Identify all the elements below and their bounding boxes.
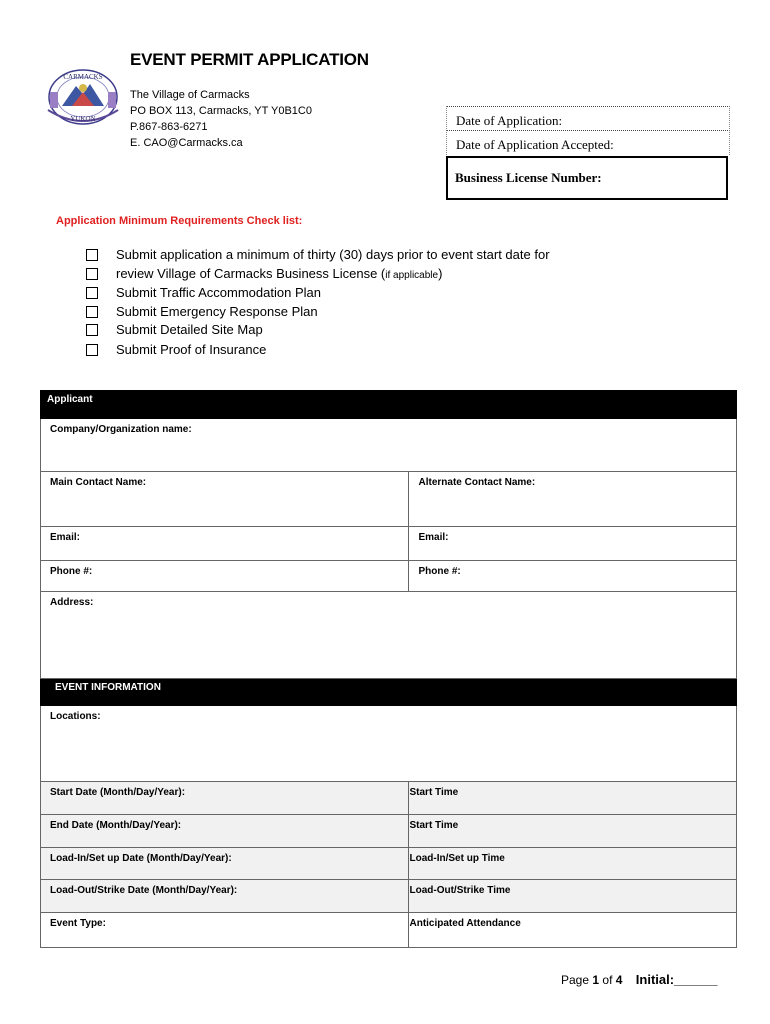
end-date-field[interactable]: End Date (Month/Day/Year):	[41, 815, 409, 848]
checklist-item	[86, 285, 526, 304]
start-time-field[interactable]: Start Time	[409, 782, 737, 815]
checkbox[interactable]	[86, 268, 98, 280]
checklist-item	[86, 247, 550, 266]
address-line: The Village of Carmacks	[130, 89, 250, 101]
email-field-left[interactable]: Email:	[41, 527, 409, 561]
date-of-application-label: Date of Application:	[456, 113, 563, 128]
checkbox[interactable]	[86, 324, 98, 336]
checkbox[interactable]	[86, 287, 98, 299]
attendance-field[interactable]: Anticipated Attendance	[409, 913, 737, 948]
address-line: E. CAO@Carmacks.ca	[130, 137, 243, 149]
checklist-text: Submit Detailed Site Map	[116, 322, 263, 337]
phone-field-right[interactable]: Phone #:	[409, 561, 737, 592]
address-line: PO BOX 113, Carmacks, YT Y0B1C0	[130, 105, 312, 117]
date-of-application-field[interactable]	[446, 106, 730, 131]
business-license-field[interactable]	[446, 156, 728, 200]
checkbox[interactable]	[86, 306, 98, 318]
page-number: 1	[592, 973, 600, 987]
requirements-title: Application Minimum Requirements Check list:	[56, 215, 303, 227]
alternate-contact-field[interactable]: Alternate Contact Name:	[409, 472, 737, 527]
applicant-section-header: Applicant	[41, 391, 737, 419]
logo-text-bottom: YUKON	[70, 115, 96, 123]
of-word: of	[602, 973, 613, 987]
village-logo	[44, 66, 122, 128]
checklist-item	[86, 304, 526, 323]
start-date-field[interactable]: Start Date (Month/Day/Year):	[41, 782, 409, 815]
loadin-date-field[interactable]: Load-In/Set up Date (Month/Day/Year):	[41, 848, 409, 880]
email-field-right[interactable]: Email:	[409, 527, 737, 561]
phone-field-left[interactable]: Phone #:	[41, 561, 409, 592]
checklist-text: review Village of Carmacks Business License (if applicable)	[116, 266, 443, 281]
checkbox[interactable]	[86, 344, 98, 356]
checklist-text: Submit Proof of Insurance	[116, 342, 267, 357]
checklist-item	[86, 266, 526, 285]
logo-text-top: CARMACKS	[63, 73, 103, 81]
address-line: P.867-863-6271	[130, 121, 208, 133]
loadout-time-field[interactable]: Load-Out/Strike Time	[409, 880, 737, 913]
checklist-item	[86, 342, 526, 361]
office-use-box	[446, 106, 730, 200]
checklist-text: Submit application a minimum of thirty (30) days prior to event start date for	[116, 247, 550, 262]
end-time-field[interactable]: Start Time	[409, 815, 737, 848]
date-accepted-label: Date of Application Accepted:	[456, 137, 614, 152]
page-footer	[561, 972, 717, 987]
company-name-field[interactable]: Company/Organization name:	[41, 419, 737, 472]
checklist-item	[86, 322, 526, 341]
checklist-text: Submit Traffic Accommodation Plan	[116, 285, 321, 300]
main-contact-field[interactable]: Main Contact Name:	[41, 472, 409, 527]
date-accepted-field[interactable]	[446, 130, 730, 155]
business-license-label: Business License Number:	[455, 170, 602, 185]
event-section-header: EVENT INFORMATION	[41, 679, 737, 706]
checkbox[interactable]	[86, 249, 98, 261]
page-word: Page	[561, 973, 590, 987]
locations-field[interactable]: Locations:	[41, 706, 737, 782]
page-total: 4	[615, 973, 623, 987]
checklist-text: Submit Emergency Response Plan	[116, 304, 318, 319]
loadout-date-field[interactable]: Load-Out/Strike Date (Month/Day/Year):	[41, 880, 409, 913]
initial-field[interactable]: Initial:______	[635, 972, 718, 987]
page-title: EVENT PERMIT APPLICATION	[130, 50, 369, 69]
event-type-field[interactable]: Event Type:	[41, 913, 409, 948]
loadin-time-field[interactable]: Load-In/Set up Time	[409, 848, 737, 880]
address-field[interactable]: Address:	[41, 592, 737, 679]
application-form	[40, 390, 737, 948]
